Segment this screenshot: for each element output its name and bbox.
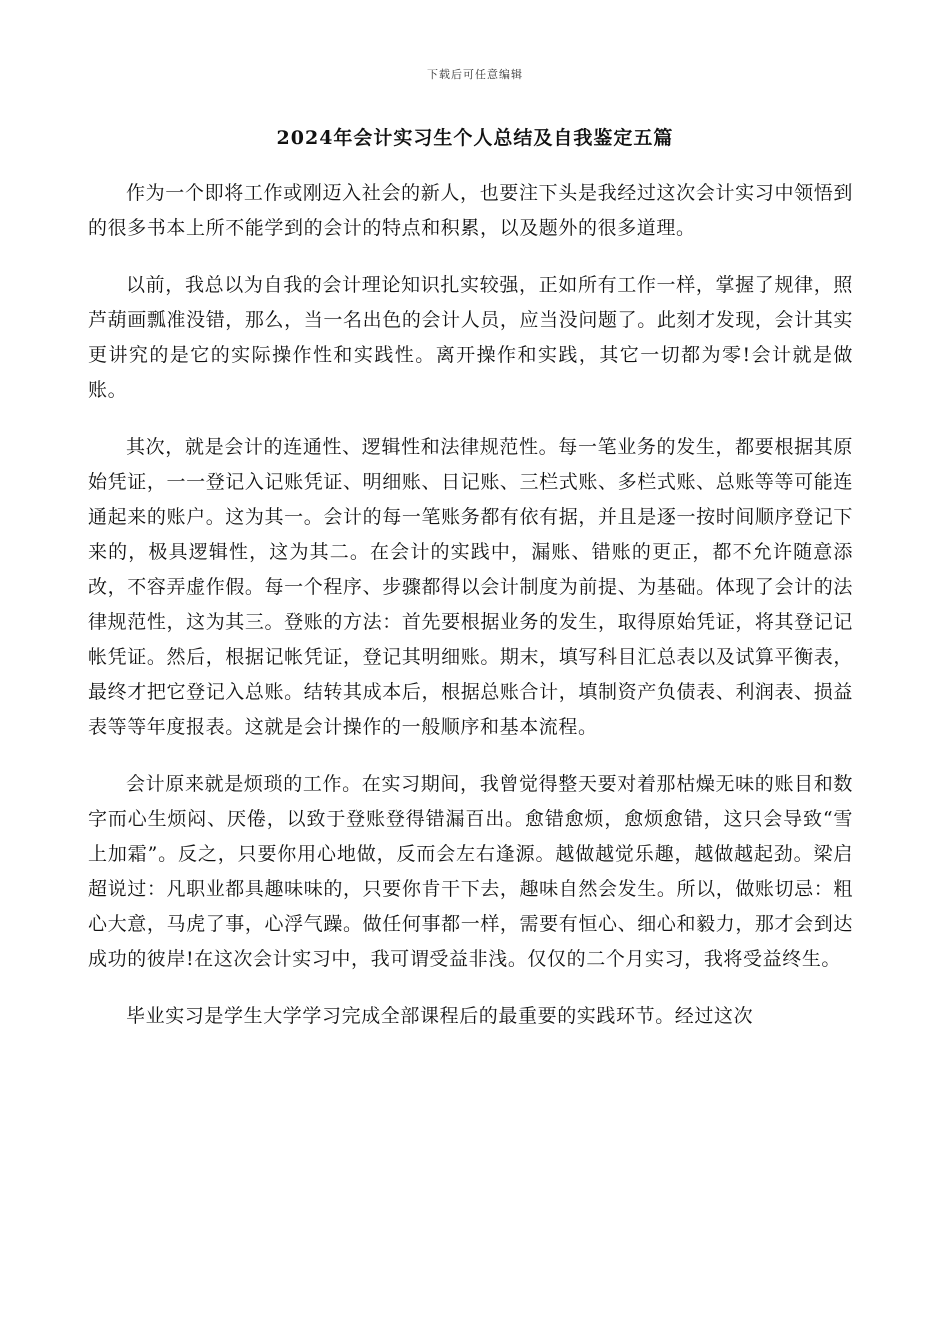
paragraph-1: 作为一个即将工作或刚迈入社会的新人，也要注下头是我经过这次会计实习中领悟到的很多书本上所不能学到的会计的特点和积累，以及题外的很多道理。: [88, 182, 853, 239]
document-body: [88, 176, 853, 1056]
document-title: 2024年会计实习生个人总结及自我鉴定五篇: [276, 127, 674, 149]
paragraph-4: 会计原来就是烦琐的工作。在实习期间，我曾觉得整天要对着那枯燥无味的账目和数字而心生烦闷、厌倦，以致于登账登得错漏百出。愈错愈烦，愈烦愈错，这只会导致“雪上加霜”。反之，只要你用心地做，反而会左右逢源。越做越觉乐趣，越做越起劲。梁启超说过：凡职业都具趣味味的，只要你肯干下去，趣味自然会发生。所以，做账切忌：粗心大意，马虎了事，心浮气躁。做任何事都一样，需要有恒心、细心和毅力，那才会到达成功的彼岸!在这次会计实习中，我可谓受益非浅。仅仅的二个月实习，我将受益终生。: [88, 773, 853, 970]
paragraph-5: 毕业实习是学生大学学习完成全部课程后的最重要的实践环节。经过这次: [126, 1005, 754, 1027]
paragraph-3: 其次，就是会计的连通性、逻辑性和法律规范性。每一笔业务的发生，都要根据其原始凭证，一一登记入记账凭证、明细账、日记账、三栏式账、多栏式账、总账等等可能连通起来的账户。这为其一。会计的每一笔账务都有依有据，并且是逐一按时间顺序登记下来的，极具逻辑性，这为其二。在会计的实践中，漏账、错账的更正，都不允许随意添改，不容弄虚作假。每一个程序、步骤都得以会计制度为前提、为基础。体现了会计的法律规范性，这为其三。登账的方法：首先要根据业务的发生，取得原始凭证，将其登记记帐凭证。然后，根据记帐凭证，登记其明细账。期末，填写科目汇总表以及试算平衡表，最终才把它登记入总账。结转其成本后，根据总账合计，填制资产负债表、利润表、损益表等等年度报表。这就是会计操作的一般顺序和基本流程。: [88, 436, 853, 738]
paragraph-2: 以前，我总以为自我的会计理论知识扎实较强，正如所有工作一样，掌握了规律，照芦葫画瓢准没错，那么，当一名出色的会计人员，应当没问题了。此刻才发现，会计其实更讲究的是它的实际操作性和实践性。离开操作和实践，其它一切都为零!会计就是做账。: [88, 274, 853, 401]
header-note: 下载后可任意编辑: [427, 68, 523, 81]
